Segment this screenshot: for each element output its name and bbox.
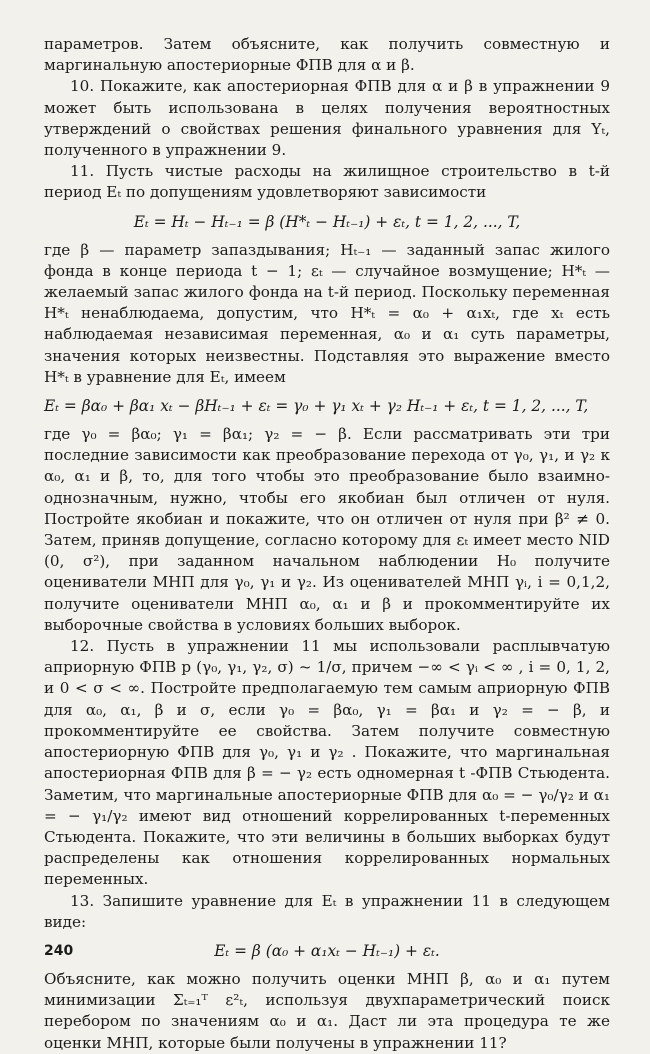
exercise-11-intro: 11. Пусть чистые расходы на жилищное строительство в t-й период Eₜ по допущениям удовлетворяют зависимости bbox=[44, 162, 610, 202]
exercise-11-body: где β — параметр запаздывания; Hₜ₋₁ — заданный запас жилого фонда в конце периода t − 1; εₜ — случайное возмущение; H*ₜ — желаемый запас жилого фонда на t-й период. Поскольку переменная H*ₜ ненаблюдаема, допустим, что H*ₜ = α₀ + α₁xₜ, где xₜ есть наблюдаемая независимая переменная, α₀ и α₁ суть параметры, значения которых неизвестны. Подставляя это выражение вместо H*ₜ в уравнение для Eₜ, имеем bbox=[44, 240, 610, 386]
exercise-13-intro: 13. Запишите уравнение для Eₜ в упражнении 11 в следующем виде: bbox=[44, 891, 610, 931]
equation-3: Eₜ = β (α₀ + α₁xₜ − Hₜ₋₁) + εₜ. bbox=[214, 941, 440, 960]
exercise-13-body: Объясните, как можно получить оценки МНП β, α₀ и α₁ путем минимизации Σₜ₌₁ᵀ ε²ₜ, используя двухпараметрический поиск перебором по значениям α₀ и α₁. Даст ли эта процедура те же оценки МНП, которые были получены в упражнении 11? bbox=[44, 969, 610, 1052]
exercise-12: 12. Пусть в упражнении 11 мы использовали расплывчатую априорную ФПВ p (γ₀, γ₁, γ₂, σ) ~ 1/σ, причем −∞ < γᵢ < ∞ , i = 0, 1, 2, и 0 < σ < ∞. Постройте предполагаемую тем самым априорную ФПВ для α₀, α₁, β и σ, если γ₀ = βα₀, γ₁ = βα₁ и γ₂ = − β, и прокомментируйте ее свойства. Затем получите совместную апостериорную ФПВ для γ₀, γ₁ и γ₂ . Покажите, что маргинальная апостериорная ФПВ для β = − γ₂ есть одномерная t -ФПВ Стьюдента. Заметим, что маргинальные апостериорные ФПВ для α₀ = − γ₀/γ₂ и α₁ = − γ₁/γ₂ имеют вид отношений коррелированных t-переменных Стьюдента. Покажите, что эти величины в больших выборках будут распределены как отношения коррелированных нормальных переменных. bbox=[44, 637, 610, 889]
equation-2: Eₜ = βα₀ + βα₁ xₜ − βHₜ₋₁ + εₜ = γ₀ + γ₁ xₜ + γ₂ Hₜ₋₁ + εₜ, t = 1, 2, ..., T, bbox=[44, 397, 589, 416]
page-content bbox=[44, 34, 610, 1054]
paragraph-continued: параметров. Затем объясните, как получить совместную и маргинальную апостериорные ФПВ для α и β. bbox=[44, 35, 610, 75]
exercise-10: 10. Покажите, как апостериорная ФПВ для α и β в упражнении 9 может быть использована в целях получения вероятностных утверждений о свойствах решения финального уравнения для Yₜ, полученного в упражнении 9. bbox=[44, 77, 610, 160]
exercise-11-continued: где γ₀ = βα₀; γ₁ = βα₁; γ₂ = − β. Если рассматривать эти три последние зависимости как преобразование перехода от γ₀, γ₁, и γ₂ к α₀, α₁ и β, то, для того чтобы это преобразование было взаимно-однозначным, нужно, чтобы его якобиан был отличен от нуля. Постройте якобиан и покажите, что он отличен от нуля при β² ≠ 0. Затем, приняв допущение, согласно которому для εₜ имеет место NID (0, σ²), при заданном начальном наблюдении H₀ получите оцениватели МНП для γ₀, γ₁ и γ₂. Из оценивателей МНП γᵢ, i = 0,1,2, получите оцениватели МНП α₀, α₁ и β и прокомментируйте их выборочные свойства в условиях больших выборок. bbox=[44, 425, 610, 634]
page-number: 240 bbox=[44, 943, 74, 959]
equation-1: Eₜ = Hₜ − Hₜ₋₁ = β (H*ₜ − Hₜ₋₁) + εₜ, t = 1, 2, ..., T, bbox=[133, 212, 521, 231]
